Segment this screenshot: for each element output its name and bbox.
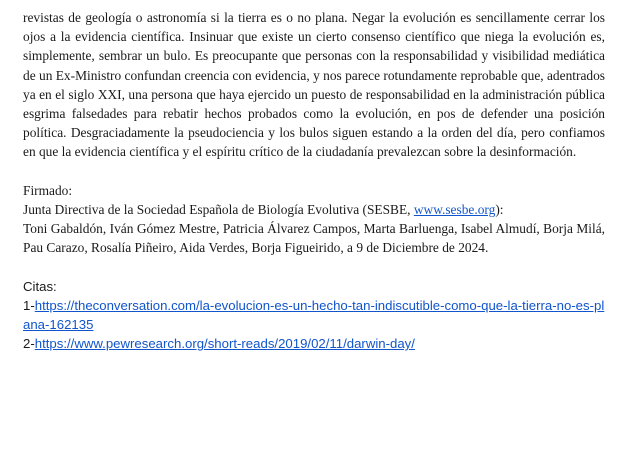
- citation-number: 1-: [23, 298, 35, 314]
- citation-number: 2-: [23, 336, 35, 352]
- paragraph-spacer: [23, 258, 605, 277]
- body-paragraph: revistas de geología o astronomía si la tierra es o no plana. Negar la evolución es sencillamente cerrar los ojos a la evidencia científica. Insinuar que existe un cierto consenso científico que niega la evolución es, simplemente, sembrar un bulo. Es preocupante que personas con la responsabilidad y visibilidad mediática de un Ex-Ministro confundan creencia con evidencia, y nos parece rotundamente reprobable que, adentrados ya en el siglo XXI, una persona que haya ejercido un puesto de responsabilidad en la administración pública esgrima falsedades para rebatir hechos probados como la evolución, en pos de defender una posición política. Desgraciadamente la pseudociencia y los bulos siguen estando a la orden del día, pero confiamos en que la evidencia científica y el espíritu crítico de la ciudadanía prevalezcan sobre la desinformación.: [23, 10, 605, 160]
- citation-item: [23, 296, 605, 334]
- sesbe-website-link[interactable]: www.sesbe.org: [413, 202, 496, 218]
- citation-link[interactable]: https://www.pewresearch.org/short-reads/2019/02/11/darwin-day/: [34, 336, 415, 352]
- organization-suffix: ):: [495, 202, 504, 218]
- citation-item: [23, 334, 605, 353]
- document-page: [23, 8, 605, 354]
- paragraph-spacer: [23, 162, 605, 181]
- signatories-list: Toni Gabaldón, Iván Gómez Mestre, Patricia Álvarez Campos, Marta Barluenga, Isabel Almudí, Borja Milá, Pau Carazo, Rosalía Piñeiro, Aida Verdes, Borja Figueirido, a 9 de Diciembre de 2024.: [23, 221, 605, 256]
- citations-section: [23, 277, 605, 354]
- citation-link[interactable]: https://theconversation.com/la-evolucion-es-un-hecho-tan-indiscutible-como-que-la-tierra-no-es-plana-162135: [23, 298, 605, 333]
- organization-name: Junta Directiva de la Sociedad Española de Biología Evolutiva (SESBE,: [23, 202, 414, 218]
- organization-line: [23, 200, 605, 219]
- citations-label: Citas:: [23, 278, 57, 294]
- signed-label: Firmado:: [23, 182, 73, 198]
